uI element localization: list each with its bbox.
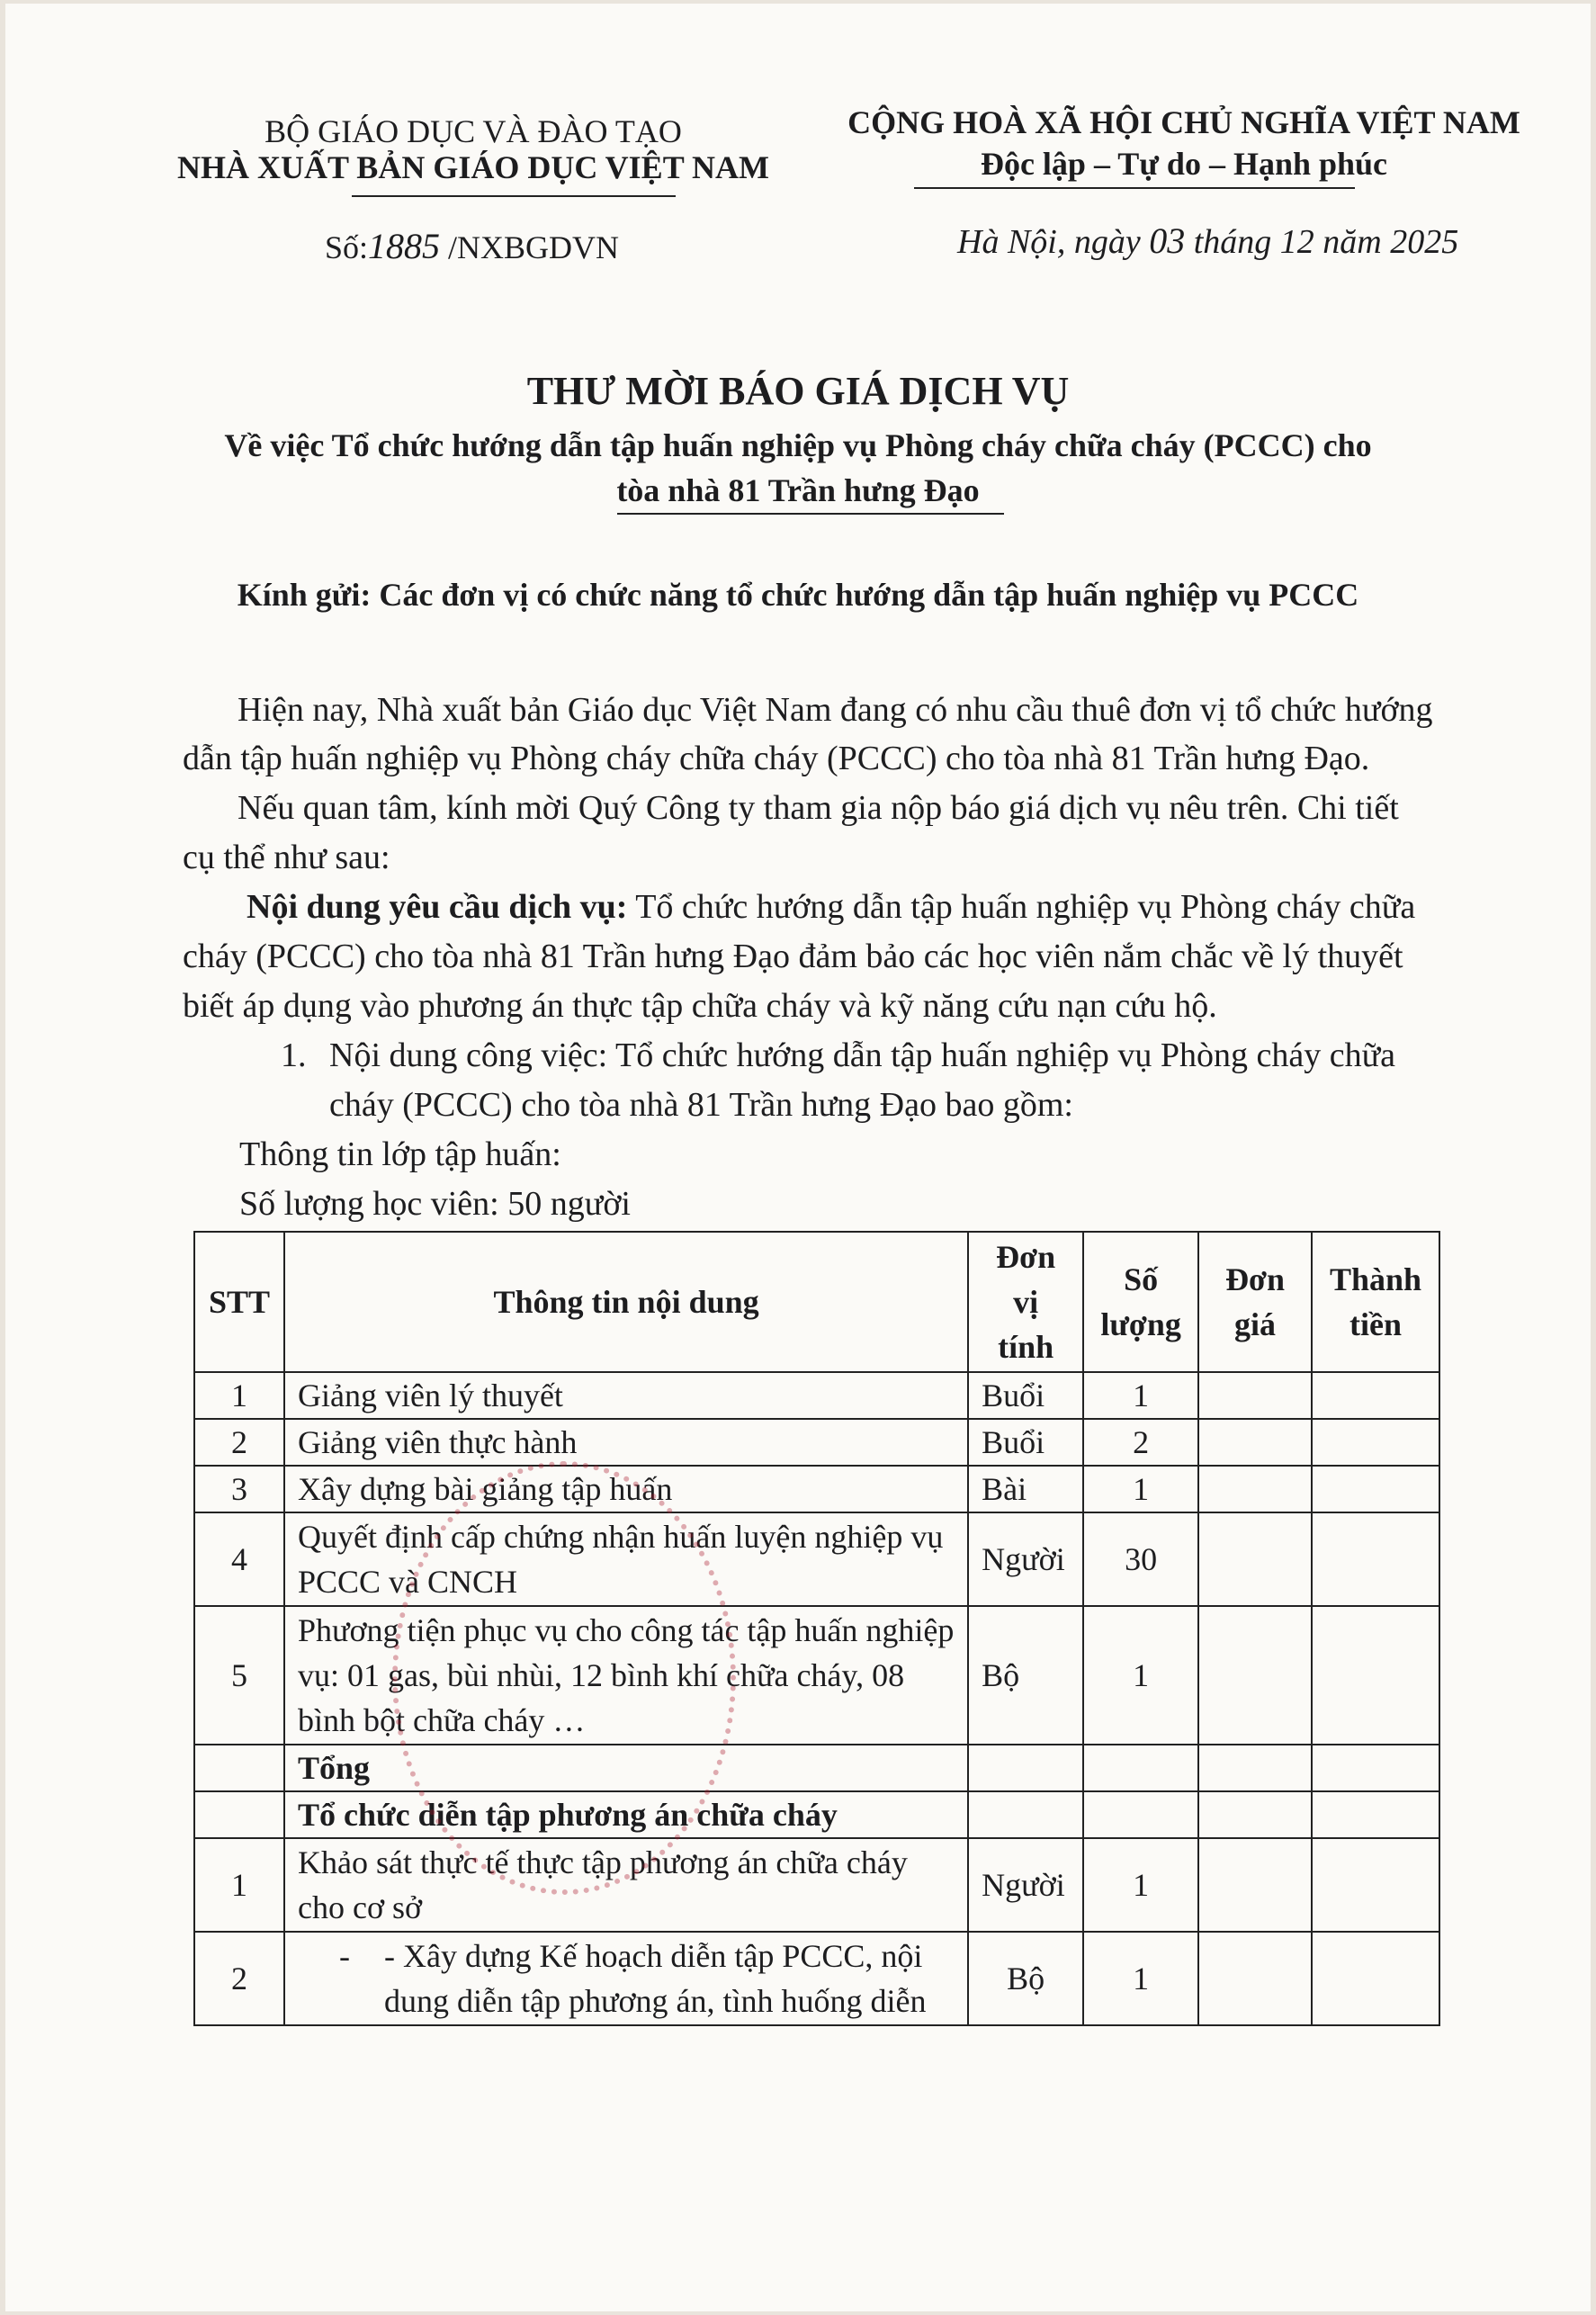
publisher-underline: [352, 195, 676, 197]
table-row: 4 Quyết định cấp chứng nhận huấn luyện nghiệp vụ PCCC và CNCH Người 30: [194, 1512, 1439, 1606]
subject-line-2: tòa nhà 81 Trần hưng Đạo: [616, 472, 980, 508]
subtotal-row: [194, 1745, 1439, 1791]
header-unit: Đơn vị tính: [968, 1232, 1083, 1372]
ministry-name: BỘ GIÁO DỤC VÀ ĐÀO TẠO: [265, 113, 682, 149]
recipient-line: Kính gửi: Các đơn vị có chức năng tổ chức hướng dẫn tập huấn nghiệp vụ PCCC: [237, 577, 1359, 613]
students-line: Số lượng học viên: 50 người: [239, 1185, 631, 1223]
section-row: [194, 1791, 1439, 1838]
header-content: Thông tin nội dung: [284, 1232, 968, 1372]
document-date: [957, 220, 1458, 262]
publisher-name: NHÀ XUẤT BẢN GIÁO DỤC VIỆT NAM: [176, 149, 770, 185]
date-prefix: Hà Nội, ngày: [957, 223, 1141, 261]
service-requirement-text: Tổ chức hướng dẫn tập huấn nghiệp vụ Phòng cháy chữa: [627, 888, 1416, 926]
table-row: 1 Giảng viên lý thuyết Buổi 1: [194, 1372, 1439, 1419]
document-title: THƯ MỜI BÁO GIÁ DỊCH VỤ: [526, 369, 1070, 413]
header-stt: STT: [194, 1232, 284, 1372]
number-prefix: Số:: [325, 229, 369, 265]
document-page: [5, 4, 1591, 2311]
subtotal-label: Tổng: [284, 1745, 968, 1791]
header-amount: Thành tiền: [1312, 1232, 1439, 1372]
document-number: [325, 225, 619, 267]
table-row: 3 Xây dựng bài giảng tập huấn Bài 1: [194, 1466, 1439, 1512]
table-row: 1 Khảo sát thực tế thực tập phương án chữa cháy cho cơ sở Người 1: [194, 1838, 1439, 1932]
country-name: CỘNG HOÀ XÃ HỘI CHỦ NGHĨA VIỆT NAM: [847, 104, 1520, 140]
list-item-1-number: 1.: [281, 1036, 307, 1074]
paragraph-1-line-2: dẫn tập huấn nghiệp vụ Phòng cháy chữa cháy (PCCC) cho tòa nhà 81 Trần hưng Đạo.: [183, 740, 1370, 777]
paragraph-3-line-2: cháy (PCCC) cho tòa nhà 81 Trần hưng Đạo đảm bảo các học viên nắm chắc về lý thuyết: [183, 938, 1403, 975]
table-row: 2 Giảng viên thực hành Buổi 2: [194, 1419, 1439, 1466]
paragraph-2-line-1: Nếu quan tâm, kính mời Quý Công ty tham gia nộp báo giá dịch vụ nêu trên. Chi tiết: [238, 789, 1399, 827]
subject-line-1: Về việc Tổ chức hướng dẫn tập huấn nghiệp vụ Phòng cháy chữa cháy (PCCC) cho: [224, 427, 1372, 463]
paragraph-2-line-2: cụ thể như sau:: [183, 839, 390, 876]
service-requirement-label: Nội dung yêu cầu dịch vụ:: [247, 888, 628, 926]
number-suffix: /NXBGDVN: [448, 229, 620, 265]
motto: Độc lập – Tự do – Hạnh phúc: [980, 146, 1388, 182]
table-row: 2 - - Xây dựng Kế hoạch diễn tập PCCC, nội dung diễn tập phương án, tình huống diễn Bộ 1: [194, 1932, 1439, 2025]
number-handwritten: 1885: [368, 226, 441, 266]
list-item-1-line-2: cháy (PCCC) cho tòa nhà 81 Trần hưng Đạo bao gồm:: [329, 1086, 1073, 1124]
section-2-label: Tổ chức diễn tập phương án chữa cháy: [284, 1791, 968, 1838]
date-day-handwritten: 03: [1149, 220, 1186, 261]
paragraph-1-line-1: Hiện nay, Nhà xuất bản Giáo dục Việt Nam đang có nhu cầu thuê đơn vị tổ chức hướng: [238, 691, 1433, 729]
header-unit-price: Đơn giá: [1198, 1232, 1312, 1372]
motto-underline: [914, 187, 1355, 189]
table-row: 5 Phương tiện phục vụ cho công tác tập huấn nghiệp vụ: 01 gas, bùi nhùi, 12 bình khí chữa cháy, 08 bình bột chữa cháy … Bộ 1: [194, 1606, 1439, 1745]
class-info-line: Thông tin lớp tập huấn:: [239, 1135, 561, 1173]
table-header-row: [194, 1232, 1439, 1372]
subject-underline: [617, 513, 1004, 515]
row-dash: -: [338, 1938, 350, 1974]
header-quantity: Số lượng: [1083, 1232, 1198, 1372]
date-suffix: tháng 12 năm 2025: [1193, 223, 1459, 261]
list-item-1-line-1: Nội dung công việc: Tổ chức hướng dẫn tập huấn nghiệp vụ Phòng cháy chữa: [329, 1036, 1396, 1074]
quote-table: [193, 1231, 1440, 2026]
paragraph-3-line-1: [247, 883, 1415, 932]
paragraph-3-line-3: biết áp dụng vào phương án thực tập chữa cháy và kỹ năng cứu nạn cứu hộ.: [183, 987, 1217, 1025]
